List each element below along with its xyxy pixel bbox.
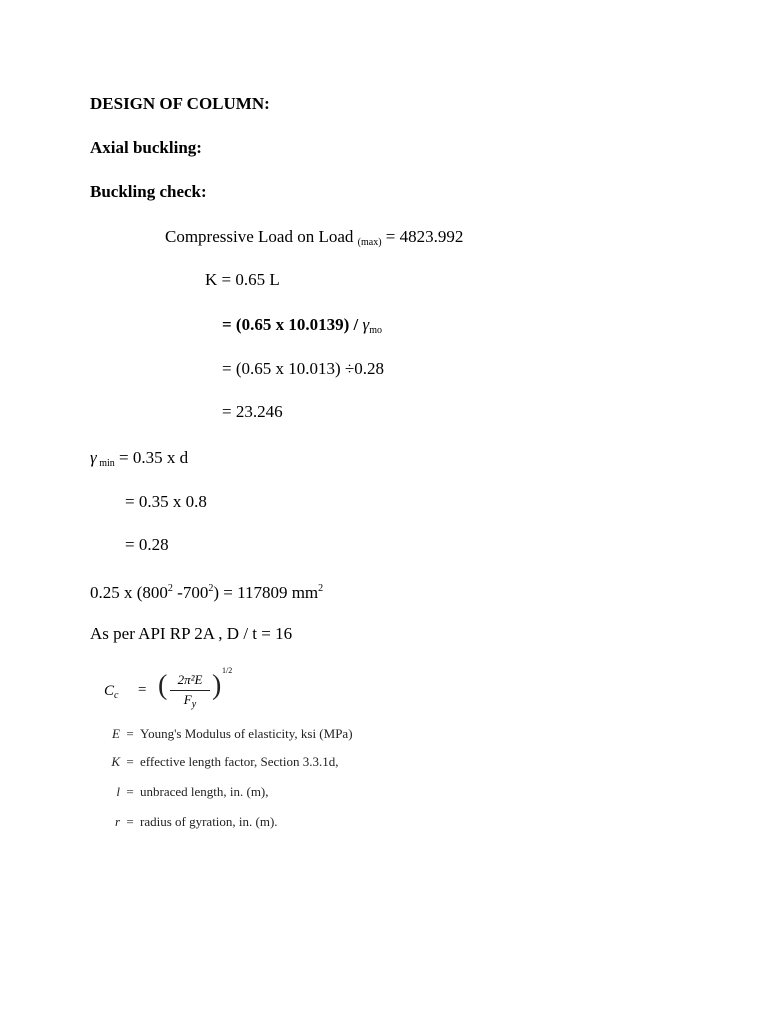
def-eq: = — [126, 814, 134, 829]
cc-symbol — [104, 682, 118, 701]
def-desc: unbraced length, in. (m), — [140, 784, 269, 799]
area-sup2: 2 — [208, 583, 214, 594]
cc-sub: c — [114, 690, 119, 701]
area-line — [90, 579, 323, 603]
def-desc: Young's Modulus of elasticity, ksi (MPa) — [140, 726, 353, 741]
cc-letter: C — [104, 683, 115, 699]
def-row-r — [100, 814, 278, 830]
cc-denominator — [168, 692, 212, 710]
compressive-sub: (max) — [357, 237, 382, 248]
def-sym: K — [111, 754, 120, 769]
gamma-min-sub: min — [96, 458, 115, 469]
axial-buckling-heading: Axial buckling: — [90, 138, 202, 157]
gamma-min-line — [90, 448, 188, 474]
compressive-value: = 4823.992 — [381, 227, 464, 246]
gamma-min-value: = 0.35 x d — [114, 448, 189, 467]
cc-exponent: 1/2 — [222, 666, 233, 675]
k-line: K = 0.65 L — [205, 270, 280, 289]
gamma-min-step2: = 0.28 — [125, 535, 169, 554]
compressive-load-line — [165, 227, 463, 253]
cc-denominator-sub: y — [191, 699, 197, 710]
gamma-min-step1: = 0.35 x 0.8 — [125, 492, 207, 511]
fraction-bar — [170, 690, 210, 691]
cc-formula-block — [100, 668, 400, 828]
def-desc: radius of gyration, in. (m). — [140, 814, 278, 829]
area-prefix: 0.25 x (800 — [90, 583, 168, 602]
def-sym: r — [114, 814, 120, 829]
area-suffix: ) = 117809 mm — [213, 583, 319, 602]
cc-denominator-f: F — [183, 692, 192, 707]
def-row-k — [100, 754, 339, 770]
def-eq: = — [126, 754, 134, 769]
def-row-e — [100, 726, 353, 742]
compressive-label: Compressive Load on Load — [165, 227, 354, 246]
left-paren: ( — [158, 670, 168, 701]
right-paren: ) — [212, 670, 222, 701]
gamma-min-symbol: γ — [90, 448, 97, 467]
area-sup1: 2 — [167, 583, 173, 594]
area-sup3: 2 — [318, 583, 324, 594]
area-mid: -700 — [172, 583, 209, 602]
cc-equals: = — [138, 682, 147, 698]
gamma-mo-sub: mo — [369, 325, 382, 336]
def-eq: = — [126, 726, 134, 741]
def-sym: E — [112, 726, 120, 741]
buckling-check-heading: Buckling check: — [90, 182, 207, 201]
k-step1-text: = (0.65 x 10.0139) / — [222, 315, 363, 334]
api-line: As per API RP 2A , D / t = 16 — [90, 624, 293, 643]
k-step3: = 23.246 — [222, 402, 283, 421]
def-row-l — [100, 784, 269, 800]
def-eq: = — [126, 784, 134, 799]
cc-numerator: 2π²E — [177, 672, 203, 687]
k-step1 — [222, 315, 382, 341]
k-step2: = (0.65 x 10.013) ÷0.28 — [222, 359, 384, 378]
gamma-symbol: γ — [362, 315, 370, 334]
design-heading: DESIGN OF COLUMN: — [90, 94, 270, 113]
def-sym: l — [116, 784, 120, 799]
def-desc: effective length factor, Section 3.3.1d, — [140, 754, 339, 769]
